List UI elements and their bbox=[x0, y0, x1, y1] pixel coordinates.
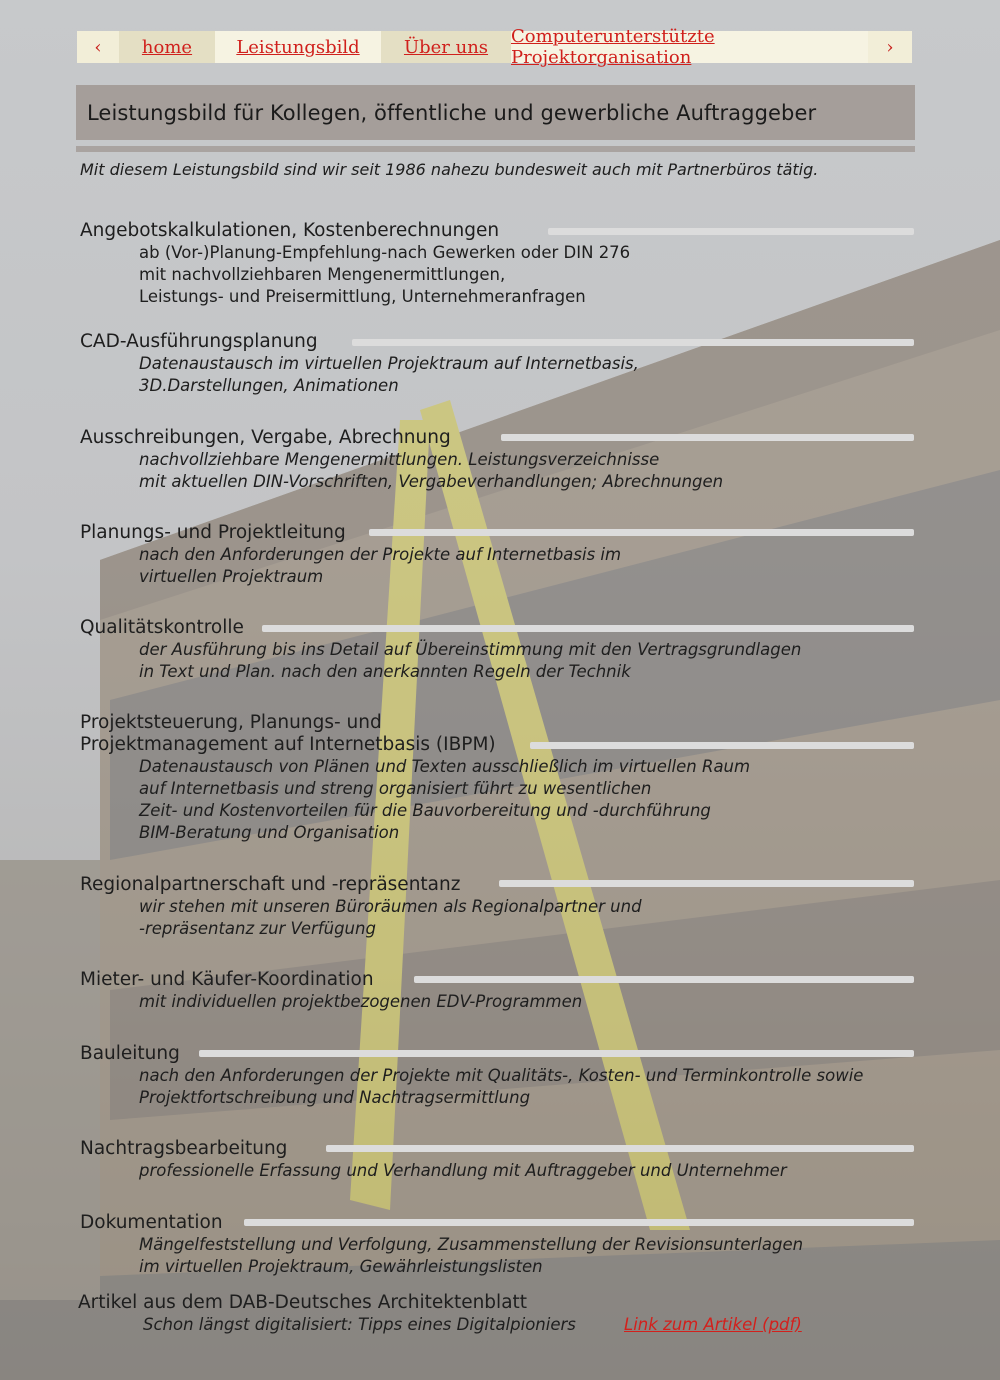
section-line: mit aktuellen DIN-Vorschriften, Vergabeverhandlungen; Abrechnungen bbox=[139, 472, 724, 491]
section-line: Projektfortschreibung und Nachtragsermittlung bbox=[139, 1088, 531, 1107]
section-line: Datenaustausch von Plänen und Texten ausschließlich im virtuellen Raum bbox=[139, 757, 751, 776]
section-line: in Text und Plan. nach den anerkannten Regeln der Technik bbox=[139, 662, 631, 681]
nav-prev-arrow[interactable]: ‹ bbox=[77, 31, 119, 63]
section-line: nach den Anforderungen der Projekte mit Qualitäts-, Kosten- und Terminkontrolle sowie bbox=[139, 1066, 864, 1085]
nav-link-projektorganisation[interactable]: Computerunterstützte Projektorganisation bbox=[511, 31, 868, 63]
section-line: wir stehen mit unseren Büroräumen als Regionalpartner und bbox=[139, 897, 642, 916]
section-divider bbox=[501, 434, 914, 441]
section-line: der Ausführung bis ins Detail auf Übereinstimmung mit den Vertragsgrundlagen bbox=[139, 640, 802, 659]
section-title: Bauleitung bbox=[80, 1043, 180, 1064]
section-divider bbox=[326, 1145, 914, 1152]
section-divider bbox=[499, 880, 914, 887]
section-title: Ausschreibungen, Vergabe, Abrechnung bbox=[80, 427, 451, 448]
section-divider bbox=[199, 1050, 914, 1057]
top-navigation bbox=[77, 26, 912, 68]
section-line: mit nachvollziehbaren Mengenermittlungen, bbox=[139, 265, 506, 284]
section-divider bbox=[530, 742, 914, 749]
nav-link-ueber-uns[interactable]: Über uns bbox=[381, 31, 511, 63]
section-line: BIM-Beratung und Organisation bbox=[139, 823, 400, 842]
intro-text: Mit diesem Leistungsbild sind wir seit 1986 nahezu bundesweit auch mit Partnerbüros tätig. bbox=[80, 160, 819, 179]
section-title: Qualitätskontrolle bbox=[80, 617, 244, 638]
article-description: Schon längst digitalisiert: Tipps eines Digitalpioniers bbox=[143, 1315, 576, 1334]
section-line: Mängelfeststellung und Verfolgung, Zusammenstellung der Revisionsunterlagen bbox=[139, 1235, 804, 1254]
section-line: ab (Vor-)Planung-Empfehlung-nach Gewerken oder DIN 276 bbox=[139, 243, 631, 262]
nav-next-arrow[interactable]: › bbox=[868, 31, 912, 63]
section-divider bbox=[244, 1219, 914, 1226]
section-line: auf Internetbasis und streng organisiert führt zu wesentlichen bbox=[139, 779, 652, 798]
nav-link-leistungsbild[interactable]: Leistungsbild bbox=[215, 31, 381, 63]
section-line: im virtuellen Projektraum, Gewährleistungslisten bbox=[139, 1257, 543, 1276]
section-line: nachvollziehbare Mengenermittlungen. Leistungsverzeichnisse bbox=[139, 450, 660, 469]
section-divider bbox=[369, 529, 914, 536]
section-title: Nachtragsbearbeitung bbox=[80, 1138, 288, 1159]
section-divider bbox=[414, 976, 914, 983]
section-title: CAD-Ausführungsplanung bbox=[80, 331, 318, 352]
section-divider bbox=[548, 228, 914, 235]
section-line: 3D.Darstellungen, Animationen bbox=[139, 376, 399, 395]
section-projektsteuerung bbox=[80, 712, 750, 844]
section-line: Leistungs- und Preisermittlung, Unternehmeranfragen bbox=[139, 287, 586, 306]
section-title: Projektsteuerung, Planungs- und bbox=[80, 712, 382, 733]
section-line: professionelle Erfassung und Verhandlung mit Auftraggeber und Unternehmer bbox=[139, 1161, 787, 1180]
section-title: Planungs- und Projektleitung bbox=[80, 522, 346, 543]
section-title: Projektmanagement auf Internetbasis (IBPM) bbox=[80, 734, 496, 755]
section-line: mit individuellen projektbezogenen EDV-Programmen bbox=[139, 992, 583, 1011]
heading-divider bbox=[76, 146, 915, 152]
article-pdf-link[interactable]: Link zum Artikel (pdf) bbox=[624, 1315, 802, 1334]
section-line: Zeit- und Kostenvorteilen für die Bauvorbereitung und -durchführung bbox=[139, 801, 711, 820]
section-title: Dokumentation bbox=[80, 1212, 223, 1233]
section-title: Angebotskalkulationen, Kostenberechnungen bbox=[80, 220, 500, 241]
section-divider bbox=[352, 339, 914, 346]
section-title: Regionalpartnerschaft und -repräsentanz bbox=[80, 874, 461, 895]
section-line: nach den Anforderungen der Projekte auf Internetbasis im bbox=[139, 545, 622, 564]
section-divider bbox=[262, 625, 914, 632]
section-line: -repräsentanz zur Verfügung bbox=[139, 919, 376, 938]
section-line: virtuellen Projektraum bbox=[139, 567, 324, 586]
article-heading: Artikel aus dem DAB-Deutsches Architektenblatt bbox=[78, 1292, 528, 1313]
section-title: Mieter- und Käufer-Koordination bbox=[80, 969, 374, 990]
nav-link-home[interactable]: home bbox=[119, 31, 215, 63]
page-title: Leistungsbild für Kollegen, öffentliche und gewerbliche Auftraggeber bbox=[76, 85, 915, 140]
section-line: Datenaustausch im virtuellen Projektraum auf Internetbasis, bbox=[139, 354, 639, 373]
